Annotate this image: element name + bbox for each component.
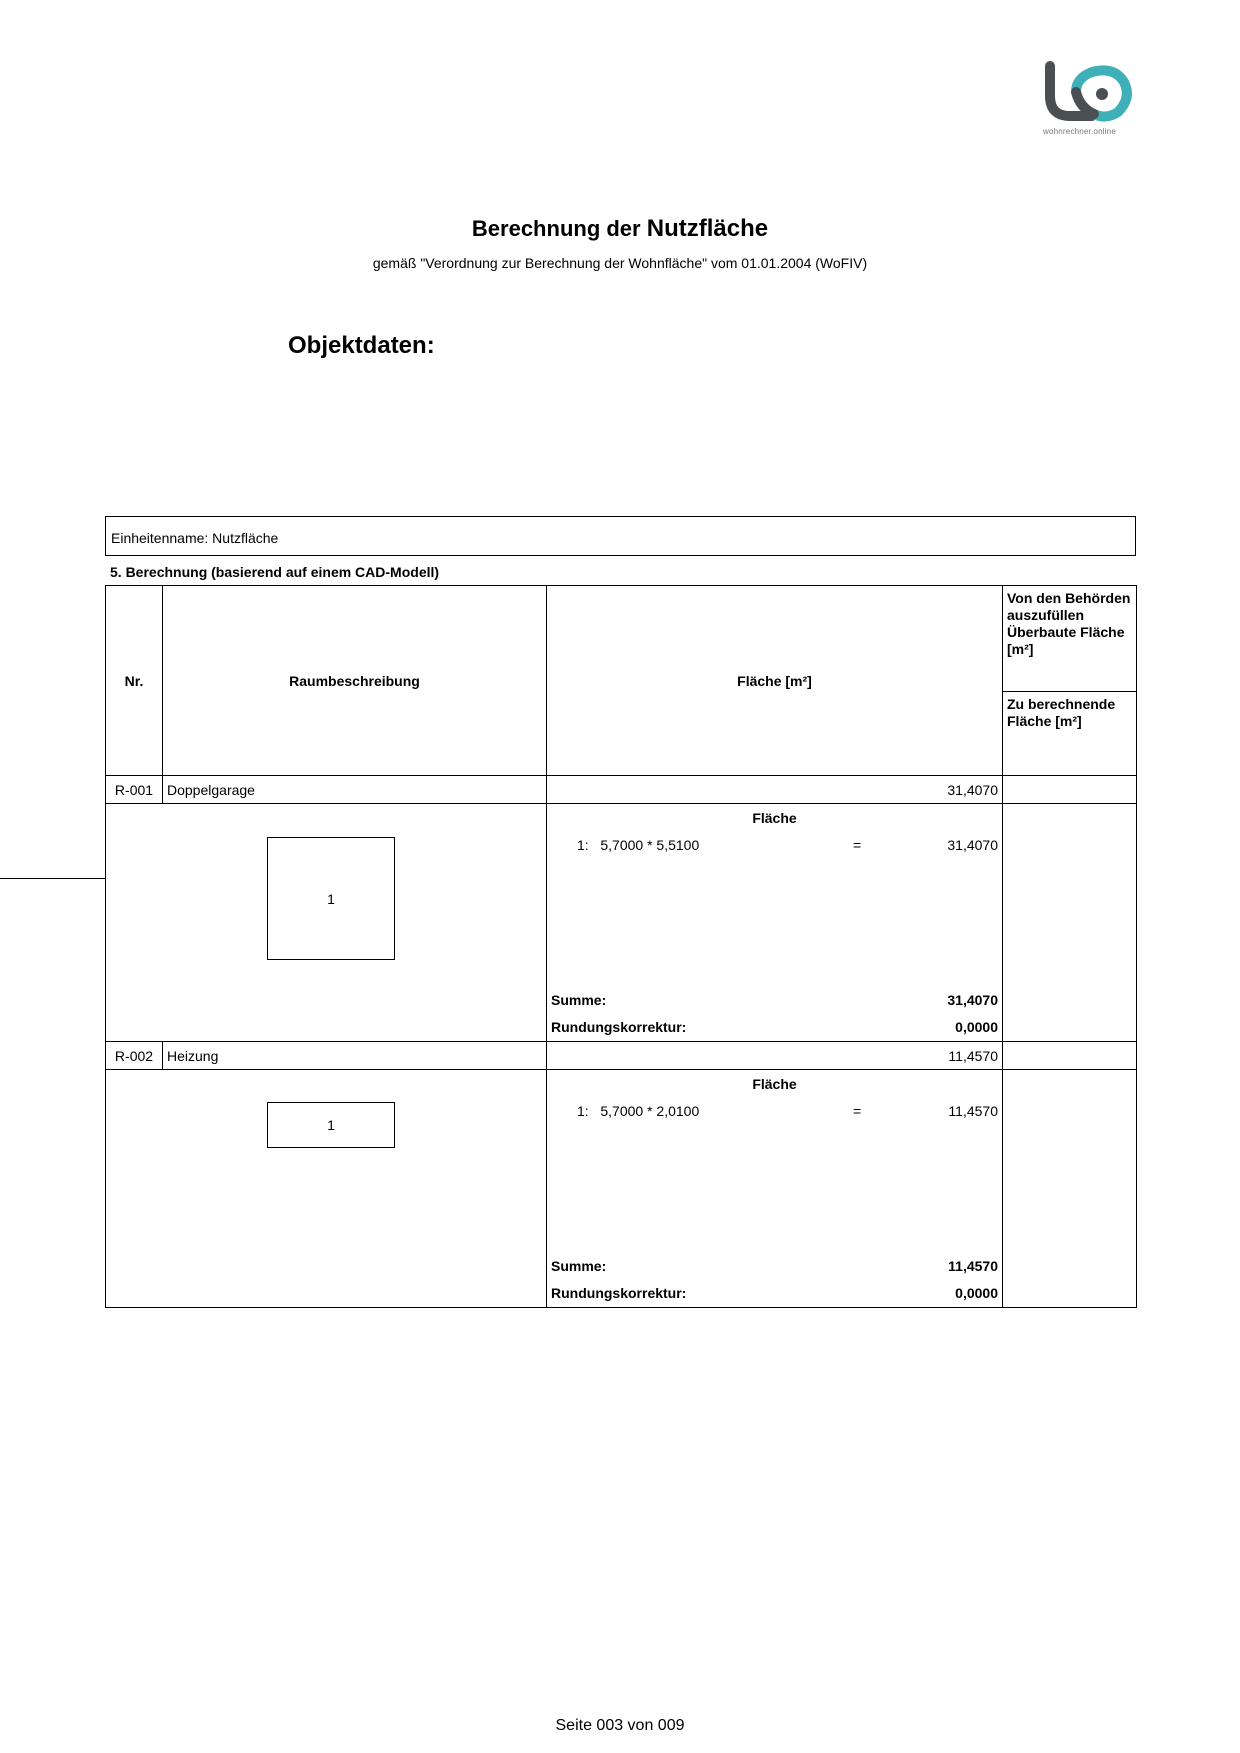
header-description: Raumbeschreibung — [163, 586, 547, 776]
header-nr: Nr. — [106, 586, 163, 776]
objekt-heading: Objektdaten: — [288, 332, 435, 359]
calc-index: 1: — [577, 837, 589, 853]
sum-row — [551, 992, 998, 1008]
room-authority — [1003, 776, 1137, 804]
room-sketch — [267, 837, 395, 960]
table-row — [106, 1042, 1137, 1070]
page-title — [0, 215, 1240, 243]
header-authority-top: Von den Behörden auszufüllen Überbaute Fläche [m²] — [1003, 586, 1136, 692]
calc-formula: 5,7000 * 2,0100 — [600, 1103, 700, 1119]
room-calc-cell — [547, 804, 1003, 1042]
rounding-row — [551, 1019, 998, 1035]
detail-authority — [1003, 804, 1137, 1042]
room-authority — [1003, 1042, 1137, 1070]
table-row — [106, 776, 1137, 804]
rounding-row — [551, 1285, 998, 1301]
title-prefix: Berechnung der — [471, 216, 641, 241]
calc-formula-line — [577, 837, 699, 853]
calc-table — [105, 585, 1137, 1308]
logo-text: wohnrechner.online — [1043, 127, 1116, 136]
sum-value: 11,4570 — [948, 1258, 998, 1274]
sum-row — [551, 1258, 998, 1274]
calc-equals: = — [853, 1103, 862, 1119]
room-area: 11,4570 — [547, 1042, 1003, 1070]
sketch-label: 1 — [327, 1117, 335, 1133]
rounding-value: 0,0000 — [955, 1285, 998, 1301]
room-calc-cell — [547, 1070, 1003, 1308]
rounding-value: 0,0000 — [955, 1019, 998, 1035]
header-authority-bottom: Zu berechnende Fläche [m²] — [1007, 696, 1116, 729]
company-logo — [1040, 58, 1140, 138]
unit-name-box: Einheitenname: Nutzfläche — [105, 516, 1136, 556]
rounding-label: Rundungskorrektur: — [551, 1285, 687, 1301]
calc-formula-line — [577, 1103, 699, 1119]
room-nr: R-001 — [106, 776, 163, 804]
room-area: 31,4070 — [547, 776, 1003, 804]
calc-heading: 5. Berechnung (basierend auf einem CAD-Modell) — [110, 564, 440, 580]
calc-title: Fläche — [752, 1076, 797, 1092]
room-name: Heizung — [163, 1042, 547, 1070]
sum-value: 31,4070 — [947, 992, 998, 1008]
rounding-label: Rundungskorrektur: — [551, 1019, 687, 1035]
sketch-label: 1 — [327, 890, 335, 907]
table-header-row — [106, 586, 1137, 776]
header-area: Fläche [m²] — [547, 586, 1003, 776]
header-authority — [1003, 586, 1137, 776]
calc-equals: = — [853, 837, 862, 853]
room-sketch-cell — [106, 804, 547, 1042]
detail-authority — [1003, 1070, 1137, 1308]
sum-label: Summe: — [551, 1258, 607, 1274]
room-name: Doppelgarage — [163, 776, 547, 804]
calc-result: 31,4070 — [947, 837, 998, 853]
title-main: Nutzfläche — [646, 215, 769, 242]
calc-index: 1: — [577, 1103, 589, 1119]
sum-label: Summe: — [551, 992, 607, 1008]
page-number: Seite 003 von 009 — [555, 1717, 685, 1734]
calc-title: Fläche — [752, 810, 797, 826]
room-nr: R-002 — [106, 1042, 163, 1070]
table-detail-row — [106, 1070, 1137, 1308]
table-detail-row — [106, 804, 1137, 1042]
room-sketch-cell — [106, 1070, 547, 1308]
calc-result: 11,4570 — [948, 1103, 998, 1119]
margin-line — [0, 878, 106, 879]
calc-formula: 5,7000 * 5,5100 — [600, 837, 700, 853]
room-sketch — [267, 1102, 395, 1148]
page-subtitle: gemäß "Verordnung zur Berechnung der Wohnfläche" vom 01.01.2004 (WoFIV) — [372, 255, 868, 271]
